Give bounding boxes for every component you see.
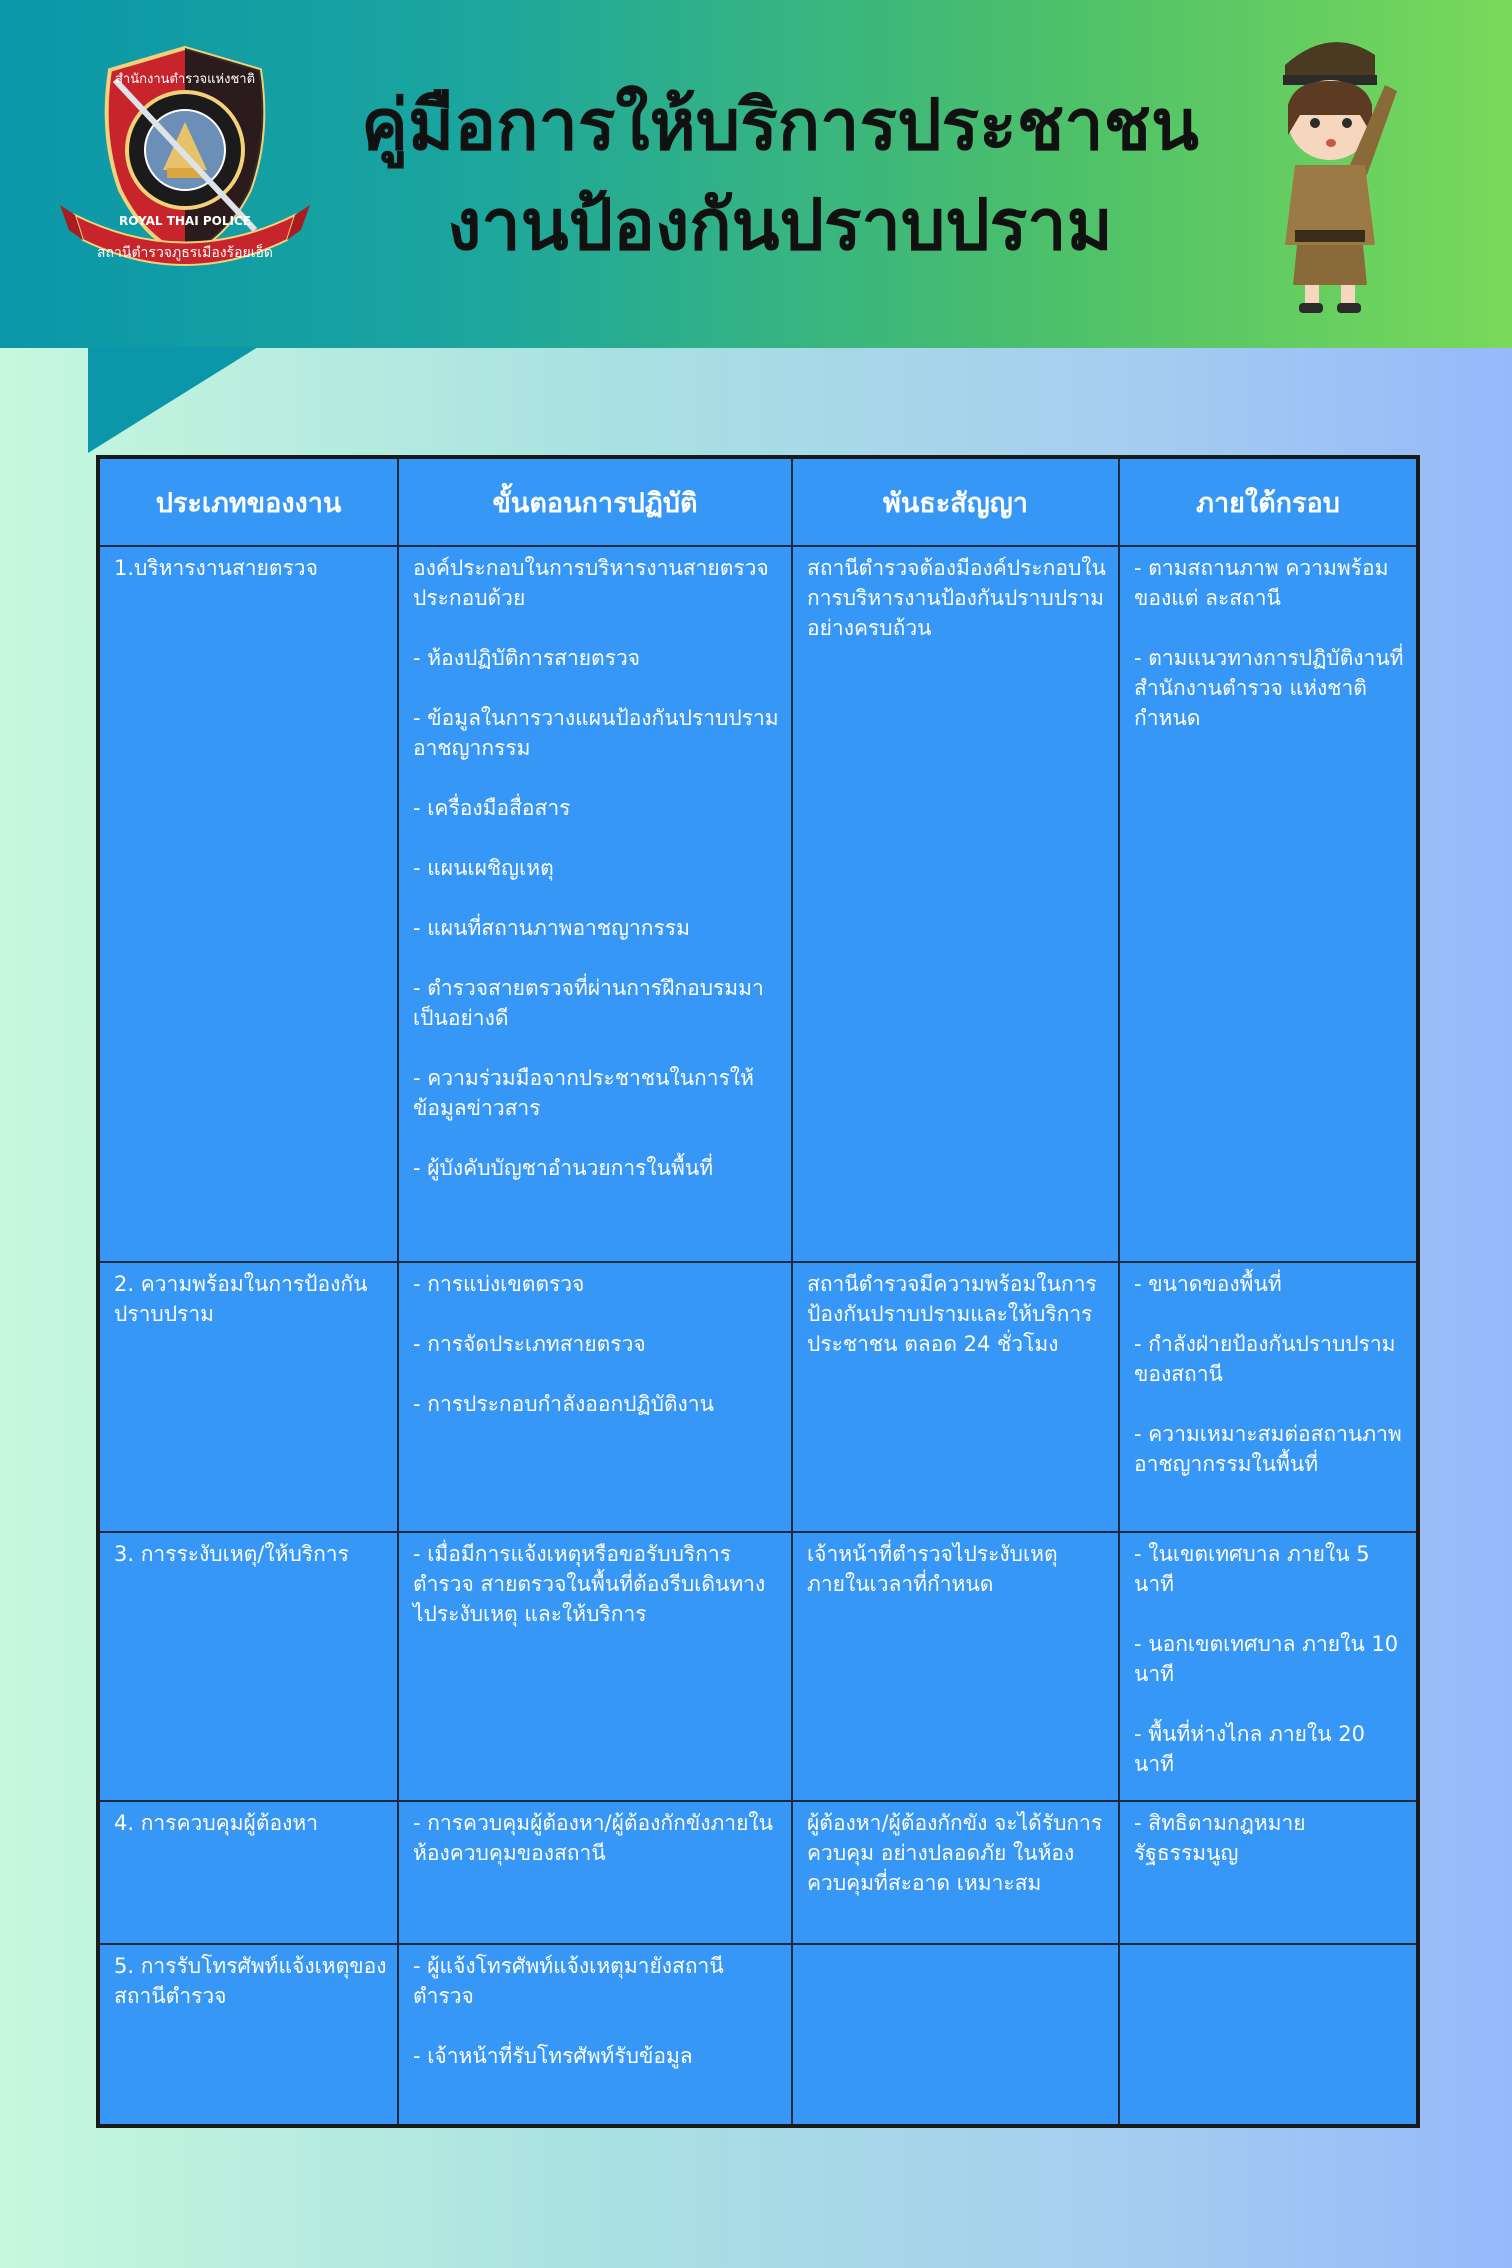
emblem-ribbon-text: สถานีตำรวจภูธรเมืองร้อยเอ็ด <box>97 245 273 261</box>
column-header-framework: ภายใต้กรอบ <box>1119 457 1418 546</box>
commitment-item: สถานีตำรวจมีความพร้อมในการป้องกันปราบปรามและให้บริการประชาชน ตลอด 24 ชั่วโมง <box>807 1272 1097 1356</box>
framework-item: - สิทธิตามกฎหมายรัฐธรรมนูญ <box>1134 1811 1306 1865</box>
table-row <box>98 1262 1418 1532</box>
work-type-cell: 4. การควบคุมผู้ต้องหา <box>98 1801 398 1944</box>
framework-cell <box>1119 1944 1418 2126</box>
work-type-cell: 1.บริหารงานสายตรวจ <box>98 546 398 1262</box>
procedure-item: - ข้อมูลในการวางแผนป้องกันปราบปรามอาชญากรรม <box>413 706 779 760</box>
framework-cell <box>1119 1801 1418 1944</box>
procedure-item: - เจ้าหน้าที่รับโทรศัพท์รับข้อมูล <box>413 2044 693 2068</box>
commitment-cell <box>792 1801 1119 1944</box>
commitment-cell <box>792 546 1119 1262</box>
commitment-item: ผู้ต้องหา/ผู้ต้องกักขัง จะได้รับการควบคุม อย่างปลอดภัย ในห้องควบคุมที่สะอาด เหมาะสม <box>807 1811 1103 1895</box>
procedure-item: - ห้องปฏิบัติการสายตรวจ <box>413 646 641 670</box>
framework-item: - ขนาดของพื้นที่ <box>1134 1272 1282 1296</box>
table-row <box>98 1944 1418 2126</box>
procedure-cell <box>398 1532 792 1801</box>
procedure-item: - ผู้แจ้งโทรศัพท์แจ้งเหตุมายังสถานีตำรวจ <box>413 1954 724 2008</box>
table-row <box>98 546 1418 1262</box>
commitment-cell <box>792 1944 1119 2126</box>
framework-item: - ความเหมาะสมต่อสถานภาพ อาชญากรรมในพื้นที่ <box>1134 1422 1402 1476</box>
header-banner <box>0 0 1512 348</box>
page-title-line-2: งานป้องกันปราบปราม <box>447 184 1113 266</box>
framework-item: - ตามสถานภาพ ความพร้อมของแต่ ละสถานี <box>1134 556 1389 610</box>
procedure-cell <box>398 1262 792 1532</box>
procedure-item: - ผู้บังคับบัญชาอำนวยการในพื้นที่ <box>413 1156 714 1180</box>
service-guide-table <box>96 455 1420 2128</box>
table-header-row <box>98 457 1418 546</box>
procedure-item: - การจัดประเภทสายตรวจ <box>413 1332 646 1356</box>
page-title-line-1: คู่มือการให้บริการประชาชน <box>361 84 1199 166</box>
procedure-item: องค์ประกอบในการบริหารงานสายตรวจประกอบด้วย <box>413 556 769 610</box>
work-type-cell: 3. การระงับเหตุ/ให้บริการ <box>98 1532 398 1801</box>
emblem-band-text: ROYAL THAI POLICE <box>119 214 251 228</box>
work-type-cell: 2. ความพร้อมในการป้องกันปราบปราม <box>98 1262 398 1532</box>
procedure-cell <box>398 1801 792 1944</box>
procedure-item: - เมื่อมีการแจ้งเหตุหรือขอรับบริการตำรวจ สายตรวจในพื้นที่ต้องรีบเดินทางไประงับเหตุ และให้บริการ <box>413 1542 766 1626</box>
framework-item: - ในเขตเทศบาล ภายใน 5 นาที <box>1134 1542 1370 1596</box>
commitment-item: สถานีตำรวจต้องมีองค์ประกอบในการบริหารงานป้องกันปราบปรามอย่างครบถ้วน <box>807 556 1106 640</box>
column-header-procedure: ขั้นตอนการปฏิบัติ <box>398 457 792 546</box>
royal-thai-police-emblem-icon <box>55 40 315 280</box>
procedure-item: - ตำรวจสายตรวจที่ผ่านการฝึกอบรมมาเป็นอย่างดี <box>413 976 764 1030</box>
column-header-work-type: ประเภทของงาน <box>98 457 398 546</box>
procedure-item: - เครื่องมือสื่อสาร <box>413 796 571 820</box>
procedure-item: - การแบ่งเขตตรวจ <box>413 1272 585 1296</box>
framework-cell <box>1119 1262 1418 1532</box>
framework-cell <box>1119 546 1418 1262</box>
procedure-item: - แผนที่สถานภาพอาชญากรรม <box>413 916 690 940</box>
framework-item: - พื้นที่ห่างไกล ภายใน 20 นาที <box>1134 1722 1365 1776</box>
framework-item: - กำลังฝ่ายป้องกันปราบปรามของสถานี <box>1134 1332 1396 1386</box>
police-officer-saluting-cartoon-icon <box>1255 25 1405 315</box>
table-row <box>98 1801 1418 1944</box>
work-type-cell: 5. การรับโทรศัพท์แจ้งเหตุของสถานีตำรวจ <box>98 1944 398 2126</box>
procedure-cell <box>398 546 792 1262</box>
framework-item: - ตามแนวทางการปฏิบัติงานที่ สำนักงานตำรวจ แห่งชาติกำหนด <box>1134 646 1404 730</box>
commitment-cell <box>792 1262 1119 1532</box>
emblem-arc-text: สำนักงานตำรวจแห่งชาติ <box>114 72 256 87</box>
commitment-cell <box>792 1532 1119 1801</box>
commitment-item: เจ้าหน้าที่ตำรวจไประงับเหตุภายในเวลาที่กำหนด <box>807 1542 1058 1596</box>
table-row <box>98 1532 1418 1801</box>
column-header-commitment: พันธะสัญญา <box>792 457 1119 546</box>
procedure-item: - แผนเผชิญเหตุ <box>413 856 554 880</box>
procedure-item: - ความร่วมมือจากประชาชนในการให้ข้อมูลข่าวสาร <box>413 1066 754 1120</box>
framework-item: - นอกเขตเทศบาล ภายใน 10 นาที <box>1134 1632 1399 1686</box>
header-wedge <box>88 347 258 453</box>
framework-cell <box>1119 1532 1418 1801</box>
procedure-item: - การควบคุมผู้ต้องหา/ผู้ต้องกักขังภายใน ห้องควบคุมของสถานี <box>413 1811 774 1865</box>
procedure-cell <box>398 1944 792 2126</box>
procedure-item: - การประกอบกำลังออกปฏิบัติงาน <box>413 1392 714 1416</box>
